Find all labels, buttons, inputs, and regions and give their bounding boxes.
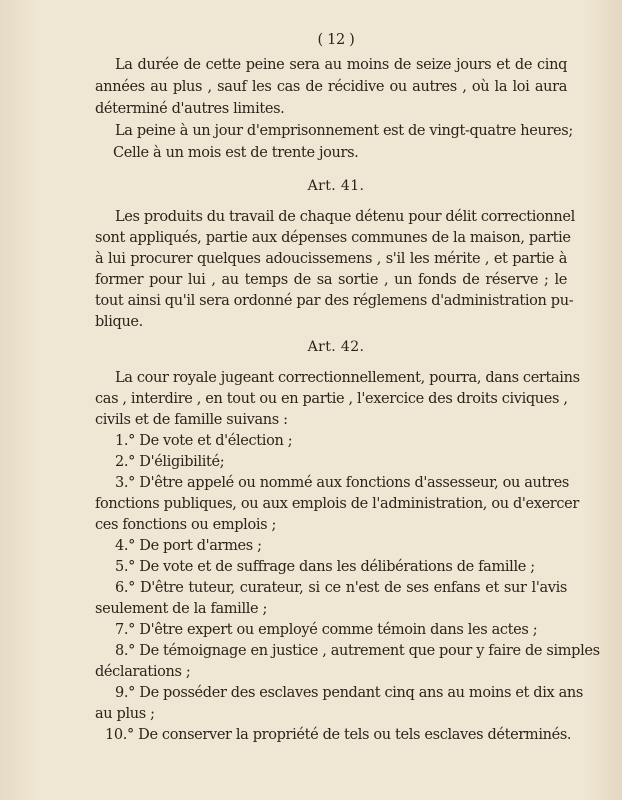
text-line: fonctions publiques, ou aux emplois de l'administration, ou d'exercer: [95, 496, 579, 512]
text-line: blique.: [95, 314, 143, 330]
article-heading: Art. 42.: [307, 339, 365, 355]
list-item: 3.° D'être appelé ou nommé aux fonctions d'assesseur, ou autres: [115, 475, 569, 491]
list-item: 6.° D'être tuteur, curateur, si ce n'est de ses enfans et sur l'avis: [115, 580, 567, 596]
text-line: La cour royale jugeant correctionnellement, pourra, dans certains: [115, 370, 580, 386]
text-line: au plus ;: [95, 706, 155, 722]
text-line: sont appliqués, partie aux dépenses communes de la maison, partie: [95, 230, 571, 246]
text-line: seulement de la famille ;: [95, 601, 268, 617]
list-item: 10.° De conserver la propriété de tels ou tels esclaves déterminés.: [105, 727, 572, 743]
text-line: ces fonctions ou emplois ;: [95, 517, 277, 533]
text-line: former pour lui , au temps de sa sortie , un fonds de réserve ; le: [95, 272, 567, 288]
list-item: 9.° De posséder des esclaves pendant cinq ans au moins et dix ans: [115, 685, 583, 701]
text-line: La peine à un jour d'emprisonnement est de vingt-quatre heures;: [115, 123, 573, 139]
list-item: 5.° De vote et de suffrage dans les délibérations de famille ;: [115, 559, 535, 575]
list-item: 2.° D'éligibilité;: [115, 454, 225, 470]
text-line: Les produits du travail de chaque détenu pour délit correctionnel: [115, 209, 575, 225]
text-line: Celle à un mois est de trente jours.: [113, 145, 359, 161]
text-line: tout ainsi qu'il sera ordonné par des réglemens d'administration pu-: [95, 293, 574, 309]
page-number: ( 12 ): [317, 32, 355, 48]
list-item: 4.° De port d'armes ;: [115, 538, 262, 554]
text-line: civils et de famille suivans :: [95, 412, 288, 428]
list-item: 8.° De témoignage en justice , autrement que pour y faire de simples: [115, 643, 600, 659]
text-line: déclarations ;: [95, 664, 191, 680]
list-item: 7.° D'être expert ou employé comme témoin dans les actes ;: [115, 622, 538, 638]
article-heading: Art. 41.: [307, 178, 365, 194]
text-line: déterminé d'autres limites.: [95, 101, 285, 117]
list-item: 1.° De vote et d'élection ;: [115, 433, 293, 449]
text-line: cas , interdire , en tout ou en partie , l'exercice des droits civiques ,: [95, 391, 568, 407]
text-line: à lui procurer quelques adoucissemens , s'il les mérite , et partie à: [95, 251, 567, 267]
text-line: années au plus , sauf les cas de récidive ou autres , où la loi aura: [95, 79, 567, 95]
text-line: La durée de cette peine sera au moins de seize jours et de cinq: [115, 57, 567, 73]
